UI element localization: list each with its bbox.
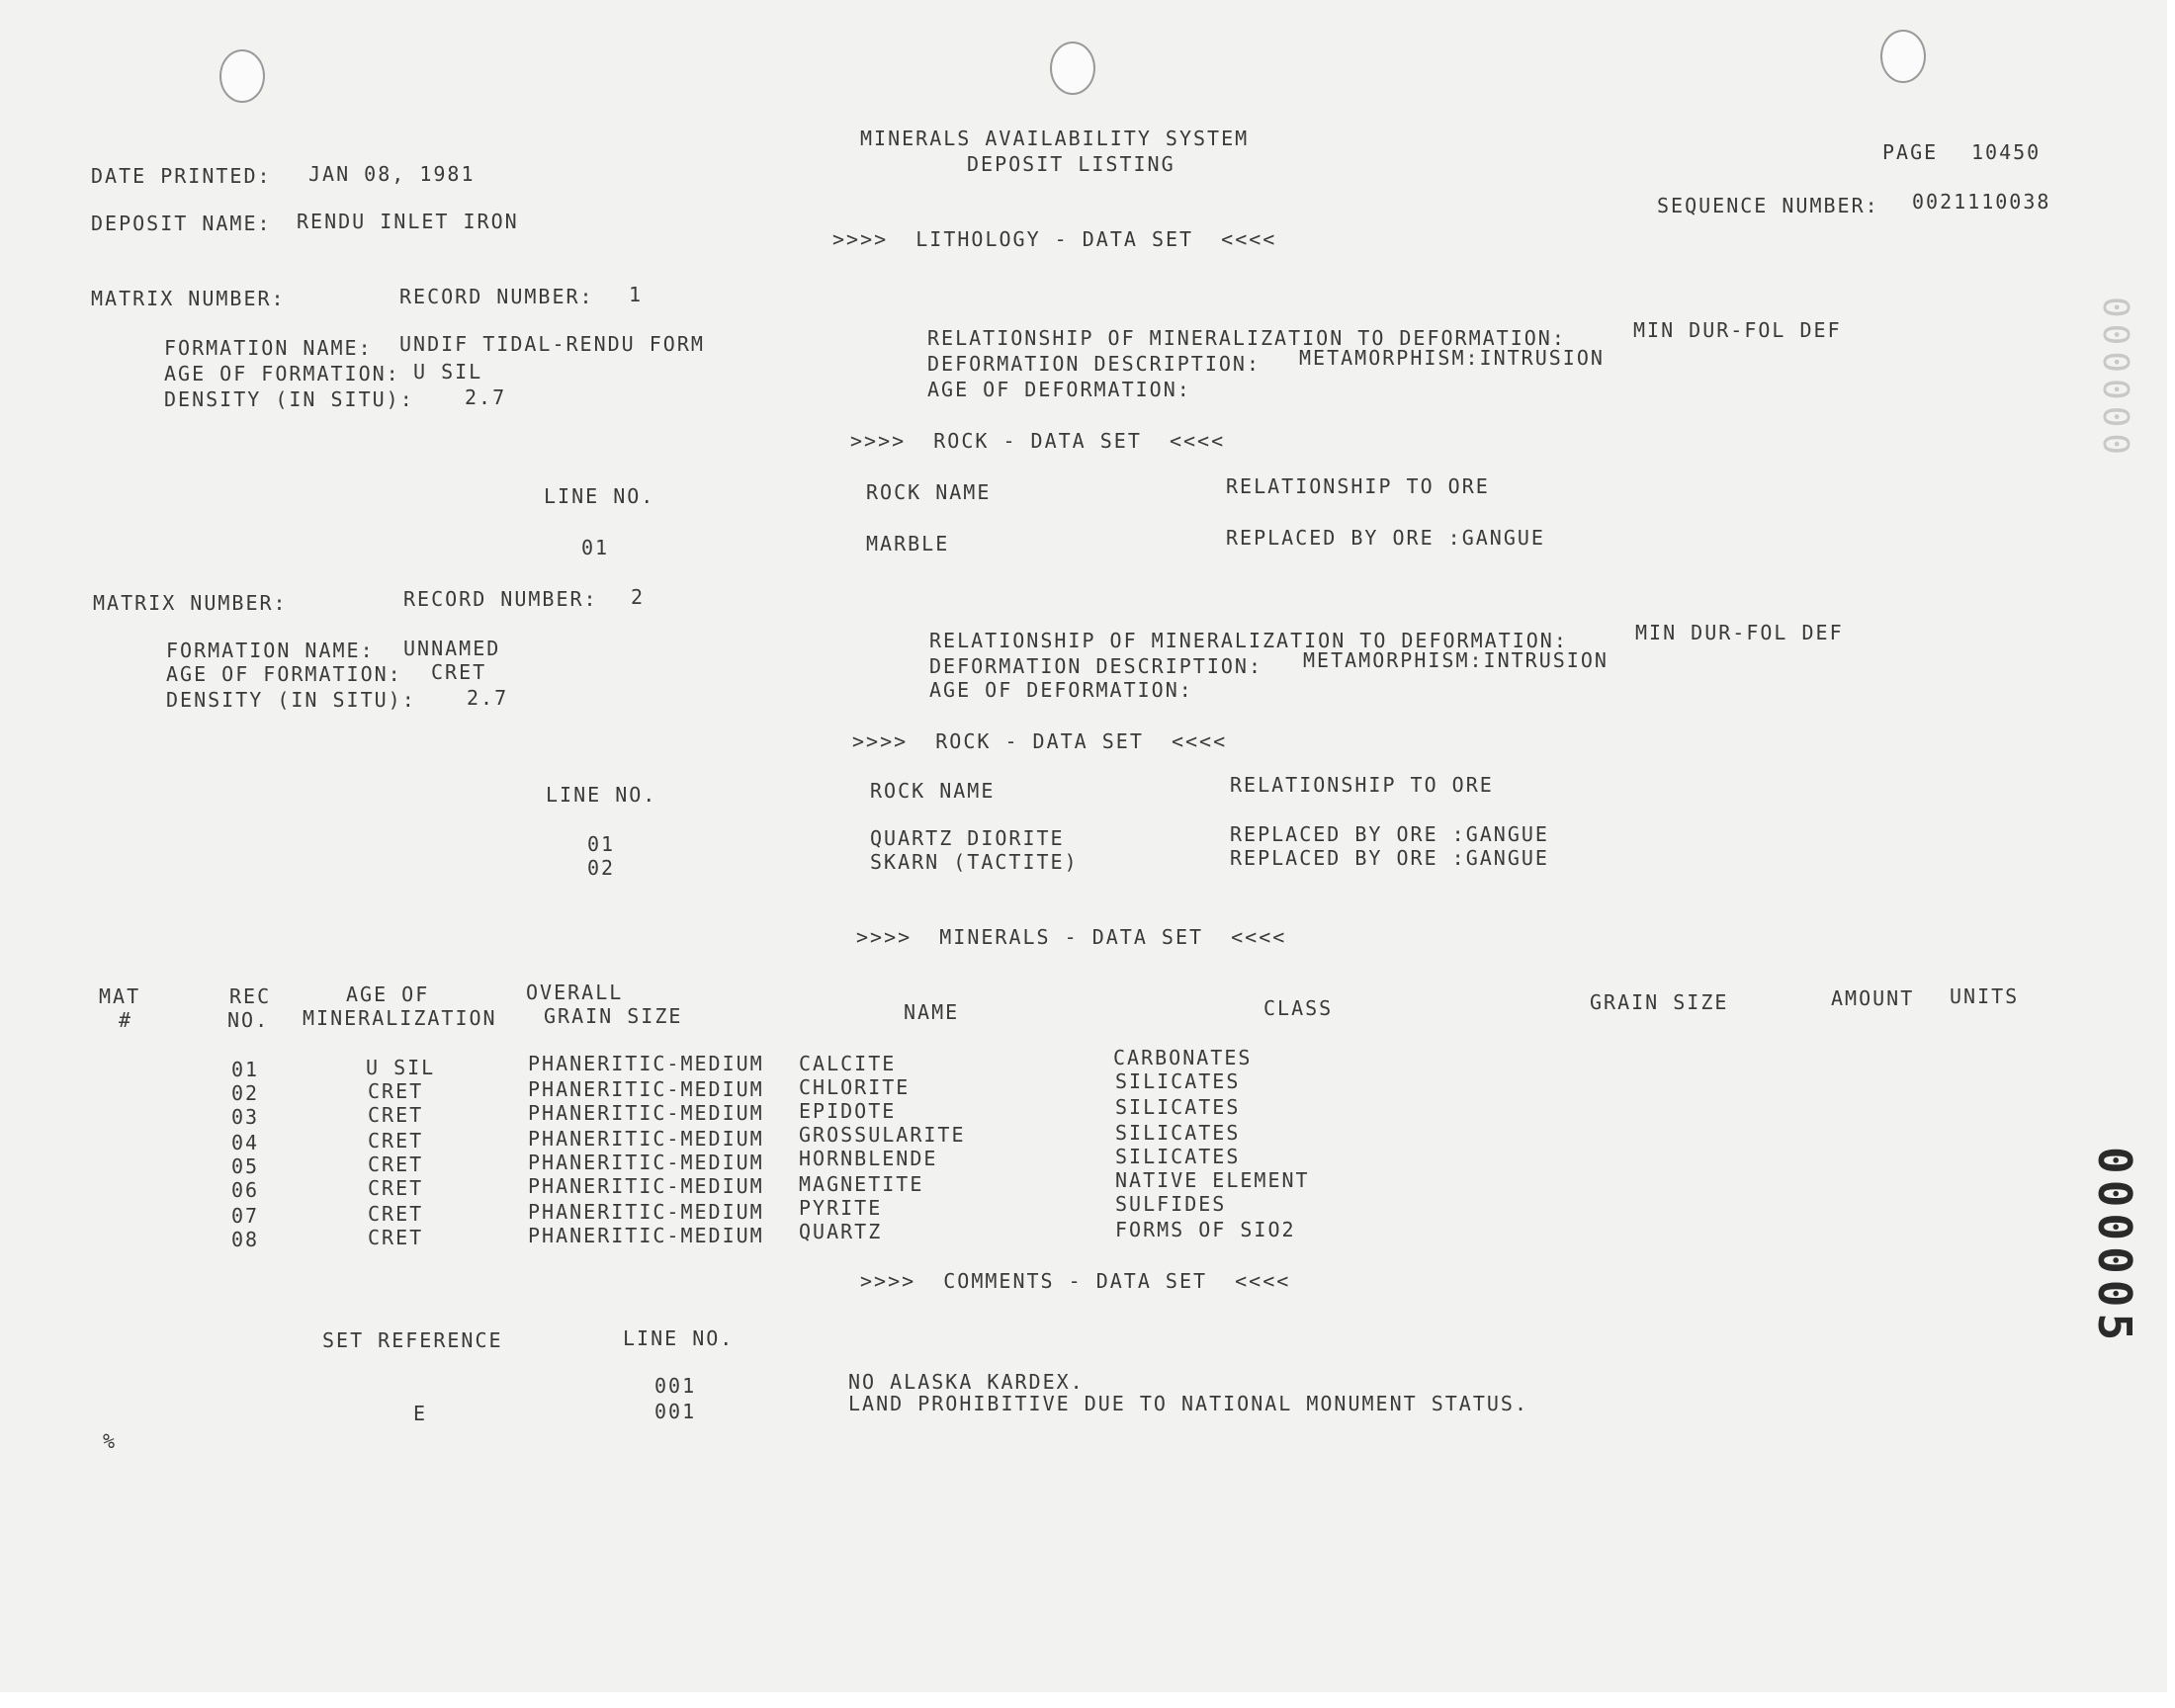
page-number: 10450 bbox=[1971, 140, 2042, 164]
rock-col-name: ROCK NAME bbox=[866, 480, 992, 504]
comment-line-label: LINE NO. bbox=[623, 1326, 735, 1350]
rock-relationship: REPLACED BY ORE :GANGUE bbox=[1226, 526, 1545, 550]
punch-hole-right bbox=[1880, 30, 1926, 83]
comment-line: 001 bbox=[654, 1374, 697, 1398]
page-label: PAGE bbox=[1882, 140, 1939, 164]
col-rec-no: NO. bbox=[227, 1008, 270, 1032]
mineral-class: FORMS OF SIO2 bbox=[1115, 1218, 1296, 1241]
mineral-class: SULFIDES bbox=[1115, 1192, 1227, 1216]
relationship-label: RELATIONSHIP OF MINERALIZATION TO DEFORMATION: bbox=[927, 326, 1566, 350]
mineral-name: CALCITE bbox=[799, 1052, 897, 1075]
listing-title: DEPOSIT LISTING bbox=[967, 152, 1175, 176]
lithology-heading: >>>> LITHOLOGY - DATA SET <<<< bbox=[832, 227, 1277, 251]
relationship-label: RELATIONSHIP OF MINERALIZATION TO DEFORMATION: bbox=[929, 629, 1568, 652]
deformation-desc-value: METAMORPHISM:INTRUSION bbox=[1303, 648, 1609, 672]
rock-name: SKARN (TACTITE) bbox=[870, 850, 1079, 874]
col-mat-hash: # bbox=[119, 1008, 133, 1032]
density-value: 2.7 bbox=[465, 385, 507, 409]
mineral-class: NATIVE ELEMENT bbox=[1115, 1168, 1310, 1192]
col-class: CLASS bbox=[1263, 996, 1334, 1020]
mineral-name: CHLORITE bbox=[799, 1075, 911, 1099]
rock-col-relationship: RELATIONSHIP TO ORE bbox=[1226, 474, 1490, 498]
col-name: NAME bbox=[904, 1000, 960, 1024]
relationship-value: MIN DUR-FOL DEF bbox=[1633, 318, 1842, 342]
mineral-class: CARBONATES bbox=[1113, 1046, 1253, 1069]
mineral-rec: 04 bbox=[231, 1131, 260, 1154]
system-title: MINERALS AVAILABILITY SYSTEM bbox=[860, 127, 1250, 150]
record-number-label: RECORD NUMBER: bbox=[403, 587, 598, 611]
set-reference-label: SET REFERENCE bbox=[322, 1328, 503, 1352]
density-label: DENSITY (IN SITU): bbox=[164, 387, 414, 411]
age-deformation-label: AGE OF DEFORMATION: bbox=[929, 678, 1193, 702]
formation-age-value: U SIL bbox=[413, 360, 483, 384]
deposit-name-label: DEPOSIT NAME: bbox=[91, 212, 272, 235]
col-units: UNITS bbox=[1950, 984, 2020, 1008]
comment-line: 001 bbox=[654, 1400, 697, 1423]
rock-relationship: REPLACED BY ORE :GANGUE bbox=[1230, 822, 1549, 846]
footer-percent-mark: % bbox=[103, 1429, 118, 1453]
matrix-number-label: MATRIX NUMBER: bbox=[91, 287, 286, 310]
mineral-rec: 03 bbox=[231, 1105, 260, 1129]
mineral-class: SILICATES bbox=[1115, 1145, 1241, 1168]
comment-text: LAND PROHIBITIVE DUE TO NATIONAL MONUMENT STATUS. bbox=[848, 1392, 1529, 1415]
rock-line: 01 bbox=[581, 536, 610, 559]
mineral-rec: 05 bbox=[231, 1154, 260, 1178]
mineral-rec: 07 bbox=[231, 1204, 260, 1228]
mineral-age: U SIL bbox=[366, 1056, 436, 1079]
deformation-desc-value: METAMORPHISM:INTRUSION bbox=[1299, 346, 1605, 370]
mineral-age: CRET bbox=[368, 1079, 424, 1103]
formation-name-value: UNNAMED bbox=[403, 637, 501, 660]
comment-text: NO ALASKA KARDEX. bbox=[848, 1370, 1085, 1394]
mineral-name: PYRITE bbox=[799, 1196, 883, 1220]
rock-heading: >>>> ROCK - DATA SET <<<< bbox=[850, 429, 1226, 453]
rock-col-line: LINE NO. bbox=[544, 484, 655, 508]
mineral-age: CRET bbox=[368, 1176, 424, 1200]
rock-relationship: REPLACED BY ORE :GANGUE bbox=[1230, 846, 1549, 870]
formation-age-label: AGE OF FORMATION: bbox=[164, 362, 400, 385]
comments-heading: >>>> COMMENTS - DATA SET <<<< bbox=[860, 1269, 1291, 1293]
rock-line: 02 bbox=[587, 856, 616, 880]
mineral-class: SILICATES bbox=[1115, 1095, 1241, 1119]
mineral-class: SILICATES bbox=[1115, 1069, 1241, 1093]
mineral-rec: 06 bbox=[231, 1178, 260, 1202]
margin-stamp-faint: 000000 bbox=[2095, 297, 2135, 462]
col-age-mineralization: MINERALIZATION bbox=[303, 1006, 497, 1030]
record-number-value: 1 bbox=[629, 283, 644, 306]
formation-age-value: CRET bbox=[431, 660, 487, 684]
mineral-name: QUARTZ bbox=[799, 1220, 883, 1243]
punch-hole-center bbox=[1050, 42, 1095, 95]
mineral-name: MAGNETITE bbox=[799, 1172, 924, 1196]
formation-age-label: AGE OF FORMATION: bbox=[166, 662, 402, 686]
page-bottom-edge bbox=[0, 1692, 2175, 1708]
deposit-name-value: RENDU INLET IRON bbox=[297, 210, 519, 233]
page-edge bbox=[2167, 0, 2175, 1708]
minerals-heading: >>>> MINERALS - DATA SET <<<< bbox=[856, 925, 1287, 949]
date-printed-label: DATE PRINTED: bbox=[91, 164, 272, 188]
sequence-label: SEQUENCE NUMBER: bbox=[1657, 194, 1879, 217]
col-mat: MAT bbox=[99, 984, 141, 1008]
formation-name-label: FORMATION NAME: bbox=[166, 639, 375, 662]
mineral-name: HORNBLENDE bbox=[799, 1147, 938, 1170]
mineral-grain: PHANERITIC-MEDIUM bbox=[528, 1101, 764, 1125]
rock-col-name: ROCK NAME bbox=[870, 779, 996, 803]
matrix-number-label: MATRIX NUMBER: bbox=[93, 591, 288, 615]
mineral-class: SILICATES bbox=[1115, 1121, 1241, 1145]
mineral-name: EPIDOTE bbox=[799, 1099, 897, 1123]
mineral-rec: 08 bbox=[231, 1228, 260, 1251]
mineral-grain: PHANERITIC-MEDIUM bbox=[528, 1127, 764, 1151]
mineral-grain: PHANERITIC-MEDIUM bbox=[528, 1200, 764, 1224]
mineral-age: CRET bbox=[368, 1202, 424, 1226]
mineral-age: CRET bbox=[368, 1226, 424, 1249]
col-overall-grain: GRAIN SIZE bbox=[544, 1004, 683, 1028]
col-age: AGE OF bbox=[346, 982, 430, 1006]
mineral-grain: PHANERITIC-MEDIUM bbox=[528, 1077, 764, 1101]
density-label: DENSITY (IN SITU): bbox=[166, 688, 416, 712]
comment-set: E bbox=[413, 1402, 428, 1425]
record-number-label: RECORD NUMBER: bbox=[399, 285, 594, 308]
deformation-desc-label: DEFORMATION DESCRIPTION: bbox=[927, 352, 1261, 376]
col-grain-size: GRAIN SIZE bbox=[1590, 990, 1729, 1014]
col-amount: AMOUNT bbox=[1831, 986, 1915, 1010]
deformation-desc-label: DEFORMATION DESCRIPTION: bbox=[929, 654, 1262, 678]
relationship-value: MIN DUR-FOL DEF bbox=[1635, 621, 1844, 644]
punch-hole-left bbox=[219, 49, 265, 103]
col-rec: REC bbox=[229, 984, 272, 1008]
date-printed-value: JAN 08, 1981 bbox=[308, 162, 476, 186]
age-deformation-label: AGE OF DEFORMATION: bbox=[927, 378, 1191, 401]
formation-name-value: UNDIF TIDAL-RENDU FORM bbox=[399, 332, 705, 356]
mineral-age: CRET bbox=[368, 1153, 424, 1176]
record-number-value: 2 bbox=[631, 585, 646, 609]
rock-name: QUARTZ DIORITE bbox=[870, 826, 1065, 850]
mineral-rec: 01 bbox=[231, 1058, 260, 1081]
rock-line: 01 bbox=[587, 832, 616, 856]
mineral-grain: PHANERITIC-MEDIUM bbox=[528, 1174, 764, 1198]
rock-name: MARBLE bbox=[866, 532, 950, 555]
formation-name-label: FORMATION NAME: bbox=[164, 336, 373, 360]
rock-col-relationship: RELATIONSHIP TO ORE bbox=[1230, 773, 1494, 797]
mineral-rec: 02 bbox=[231, 1081, 260, 1105]
sequence-number: 0021110038 bbox=[1912, 190, 2051, 214]
mineral-grain: PHANERITIC-MEDIUM bbox=[528, 1224, 764, 1247]
mineral-grain: PHANERITIC-MEDIUM bbox=[528, 1052, 764, 1075]
rock-heading: >>>> ROCK - DATA SET <<<< bbox=[852, 729, 1228, 753]
mineral-grain: PHANERITIC-MEDIUM bbox=[528, 1151, 764, 1174]
mineral-age: CRET bbox=[368, 1129, 424, 1153]
col-overall: OVERALL bbox=[526, 981, 624, 1004]
rock-col-line: LINE NO. bbox=[546, 783, 657, 807]
density-value: 2.7 bbox=[467, 686, 509, 710]
margin-stamp-bold: 000005 bbox=[2088, 1147, 2141, 1347]
mineral-name: GROSSULARITE bbox=[799, 1123, 966, 1147]
mineral-age: CRET bbox=[368, 1103, 424, 1127]
